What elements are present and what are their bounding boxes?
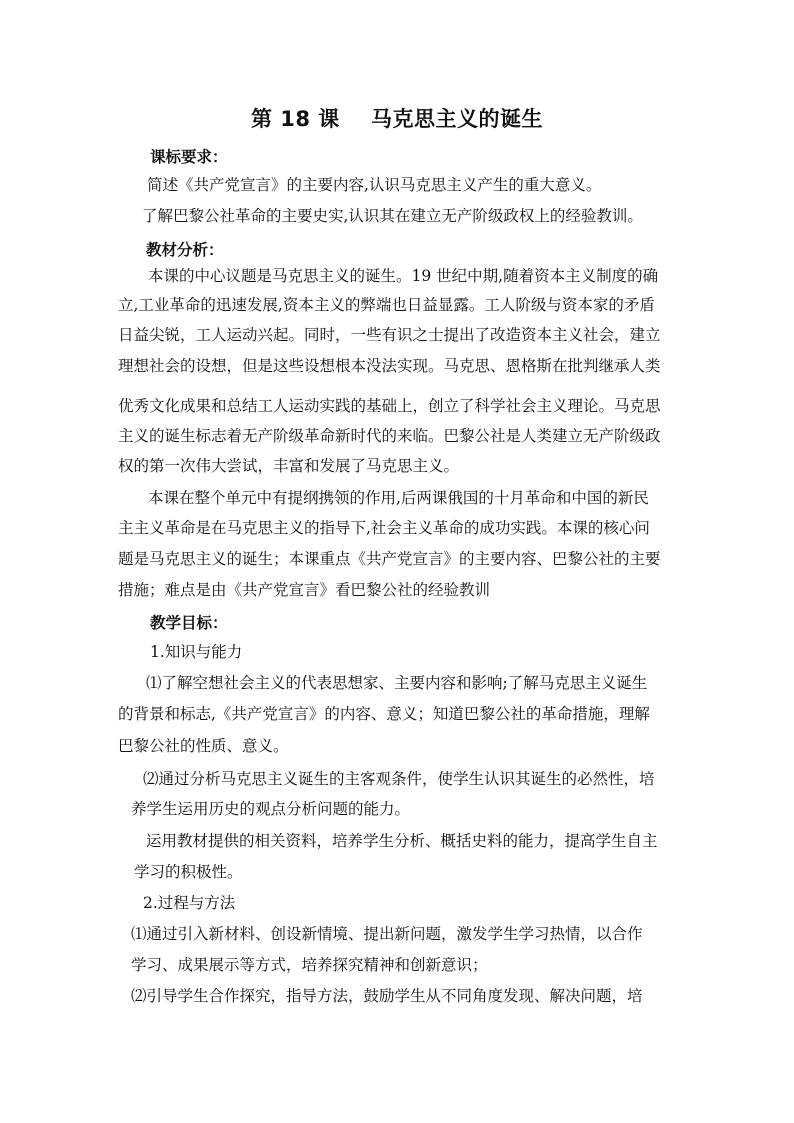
paragraph-line: 本课在整个单元中有提纲携领的作用,后两课俄国的十月革命和中国的新民 [148,489,649,507]
paragraph-line: 理想社会的设想，但是这些设想根本没法实现。马克思、恩格斯在批判继承人类 [118,357,661,375]
curriculum-line: 了解巴黎公社革命的主要史实,认识其在建立无产阶级政权上的经验教训。 [142,207,643,225]
paragraph-line: 本课的中心议题是马克思主义的诞生。19 世纪中期,随着资本主义制度的确 [148,267,659,285]
paragraph-line: 主义的诞生标志着无产阶级革命新时代的来临。巴黎公社是人类建立无产阶级政 [118,427,661,445]
objective-line: 巴黎公社的性质、意义。 [118,737,289,755]
paragraph-line: 优秀文化成果和总结工人运动实践的基础上，创立了科学社会主义理论。马克思 [118,397,661,415]
lesson-title: 第 18 课 马克思主义的诞生 [250,107,544,131]
objective-line: 养学生运用历史的观点分析问题的能力。 [131,800,411,818]
objective-line: ⑵引导学生合作探究，指导方法，鼓励学生从不同角度发现、解决问题，培 [131,987,643,1005]
section-heading-curriculum: 课标要求： [150,148,228,166]
section-heading-objectives: 教学目标： [150,614,228,632]
paragraph-line: 立,工业革命的迅速发展,资本主义的弊端也日益显露。工人阶级与资本家的矛盾 [118,296,655,314]
objective-line: ⑴通过引入新材料、创设新情境、提出新问题，激发学生学习热情，以合作 [131,925,643,943]
paragraph-line: 措施；难点是由《共产党宣言》看巴黎公社的经验教训 [118,581,491,599]
subheading-process: 2.过程与方法 [143,894,236,912]
objective-line: 运用教材提供的相关资料，培养学生分析、概括史料的能力，提高学生自主 [146,832,658,850]
paragraph-line: 日益尖锐，工人运动兴起。同时，一些有识之士提出了改造资本主义社会，建立 [118,326,661,344]
objective-line: ⑴了解空想社会主义的代表思想家、主要内容和影响;了解马克思主义诞生 [146,674,648,692]
objective-line: ⑵通过分析马克思主义诞生的主客观条件，使学生认识其诞生的必然性，培 [143,770,655,788]
paragraph-line: 题是马克思主义的诞生；本课重点《共产党宣言》的主要内容、巴黎公社的主要 [118,550,661,568]
paragraph-line: 主主义革命是在马克思主义的指导下,社会主义革命的成功实践。本课的核心问 [118,519,650,537]
curriculum-line: 简述《共产党宣言》的主要内容,认识马克思主义产生的重大意义。 [147,176,602,194]
objective-line: 学习的积极性。 [134,863,243,881]
paragraph-line: 权的第一次伟大尝试，丰富和发展了马克思主义。 [118,457,460,475]
subheading-knowledge: 1.知识与能力 [150,643,243,661]
section-heading-analysis: 教材分析： [146,241,224,259]
objective-line: 学习、成果展示等方式，培养探究精神和创新意识； [131,956,488,974]
objective-line: 的背景和标志,《共产党宣言》的内容、意义；知道巴黎公社的革命措施，理解 [118,705,650,723]
